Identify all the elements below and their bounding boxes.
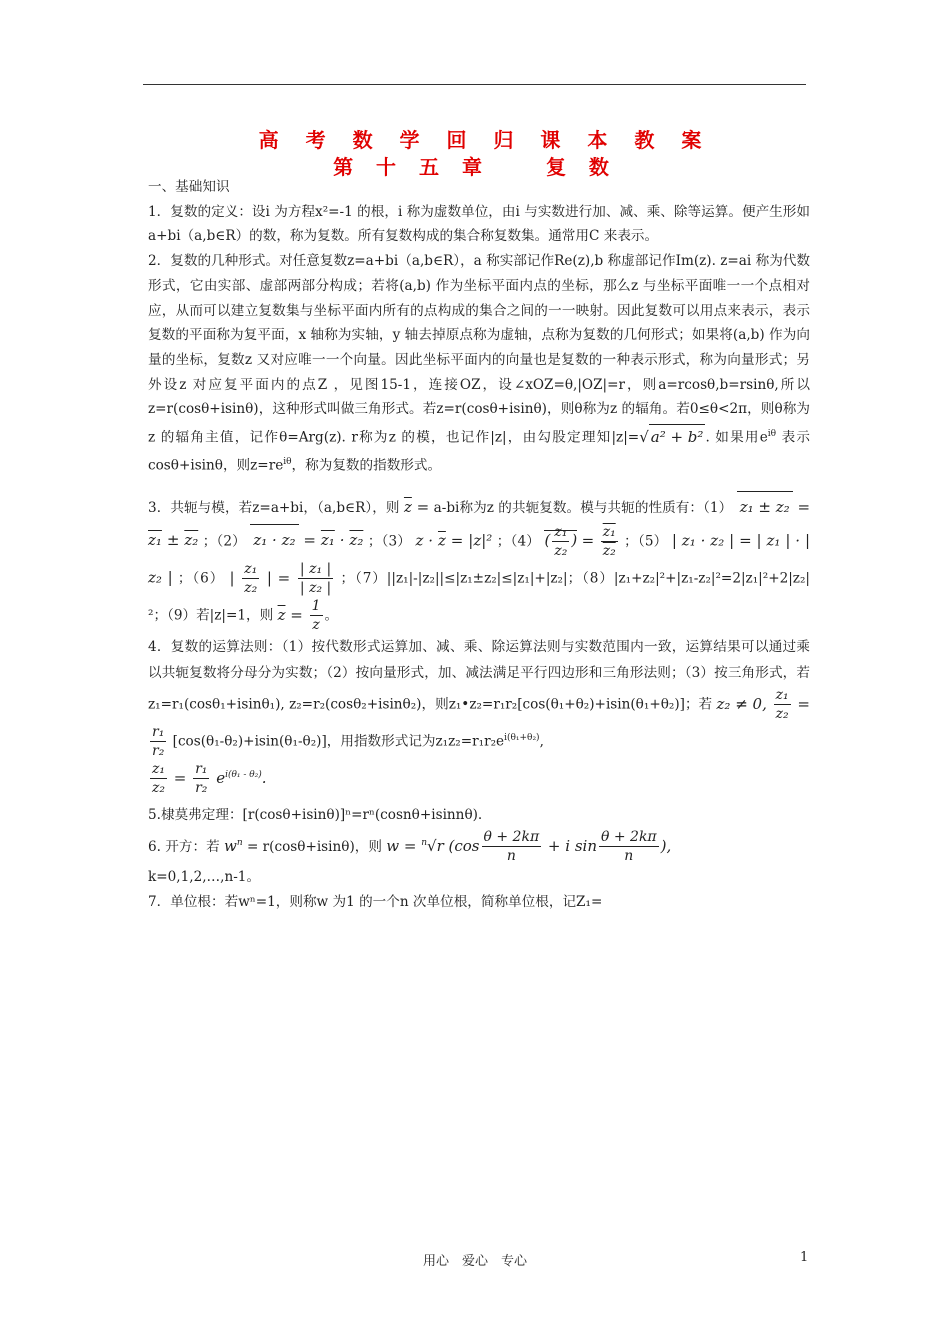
property-5: | z₁ · z₂ | = | z₁ | · | z₂ | (148, 531, 811, 587)
paragraph-1: 1．复数的定义：设i 为方程x²=-1 的根，i 称为虚数单位，由i 与实数进行加、减、乘、除等运算。便产生形如a+bi（a,b∈R）的数，称为复数。所有复数构成的集合称复数集。通常用C 来表示。 (148, 203, 810, 245)
conjugate-z: $\overline{z}$ = (403, 497, 430, 516)
paragraph-5: 5.棣莫弗定理：[r(cosθ+isinθ)]ⁿ=rⁿ(cosnθ+isinnθ). (148, 807, 483, 823)
paragraph-6: 6. 开方：若 $w^n = r(\cos\theta+isin\theta)$，则 w = $^n$√r (cos $\frac{\theta + 2k\pi}{n}$ + i sin $\frac{\theta + 2k\pi}{n}$ ), (148, 829, 672, 865)
section-heading: 一、基础知识 (148, 179, 230, 195)
modulus-formula: √ a² + b² (639, 428, 705, 446)
paragraph-7: 7．单位根：若wⁿ=1，则称w 为1 的一个n 次单位根，简称单位根，记Z₁= (148, 893, 603, 910)
paragraph-3: 3．共轭与模，若z=a+bi，（a,b∈R），则 $\overline{z} = a-bi$称为z 的共轭复数。模与共轭的性质有：（1） z₁ ± z₂ = z₁ ± z₂ ；（2） z₁ · z₂ = z₁ · z₂ ；（3） $z \cdot \overline{z} = |z|^2$ ；（4） ( $\frac{\text{z₁}}{\text{z₂}}$ ) = $\frac{\text{z₁}}{\text{z₂}}$ ；（5） | z₁ · z₂ | = | z₁ | · | z₂ | ；（6） | $\frac{\text{z₁}}{\text{z₂}}$ | = $\frac{\text{| z₁ |}}{\text{| z₂ |}}$ ；（7）||z₁|-|z₂||≤|z₁±z₂|≤|z₁|+|z₂|；（8）|z₁+z₂|²+|z₁-z₂|²=2|z₁|²+2|z₂|²；（9）若|z|=1，则 $\overline{z}$ = $\frac{1}{z}$ 。 (148, 491, 810, 635)
document-body (148, 175, 810, 915)
exponential-division: $\frac{\text{z₁}}{\text{z₂}}$ = $\frac{\text{r₁}}{\text{r₂}}$ $e^{i(\theta_1 - \theta_2)}$. (152, 761, 267, 796)
property-1: z₁ ± z₂ = z₁ ± z₂ (148, 498, 810, 550)
chapter-subtitle: 第 十 五 章 复 数 (333, 155, 617, 179)
property-6: | $\frac{\text{z₁}}{\text{z₂}}$ | = $\frac{\text{| z₁ |}}{\text{| z₂ |}}$ (229, 561, 332, 596)
paragraph-6-k: k=0,1,2,…,n-1。 (148, 869, 261, 886)
property-3: $z \cdot \overline{z} = |z|^2$ (415, 531, 493, 549)
footer-motto: 用心 爱心 专心 (422, 1254, 527, 1269)
property-4-rhs: $\frac{\text{z₁}}{\text{z₂}}$ (602, 524, 616, 559)
paragraph-2: 2．复数的几种形式。对任意复数z=a+bi（a,b∈R），a 称实部记作Re(z),b 称虚部记作Im(z). z=ai 称为代数形式，它由实部、虚部两部分构成；若将(a,b) 作为坐标平面内点的坐标，那么z 与坐标平面唯一一个点相对应，从而可以建立复数集与坐标平面内所有的点构成的集合之间的一一映射。因此复数可以用点来表示，表示复数的平面称为复平面，x 轴称为实轴，y 轴去掉原点称为虚轴，点称为复数的几何形式；如果将(a,b) 作为向量的坐标，复数z 又对应唯一一个向量。因此坐标平面内的向量也是复数的一种表示形式，称为向量形式；另外设z 对应复平面内的点Z ，见图15-1，连接OZ，设∠xOZ=θ,|OZ|=r，则a=rcosθ,b=rsinθ,所以z=r(cosθ+isinθ)，这种形式叫做三角形式。若z=r(cosθ+isinθ)，则θ称为z 的辐角。若0≤θ<2π，则θ称为z 的辐角主值，记作θ=Arg(z). r称为z 的模，也记作|z|，由勾股定理知|z|=√ a² + b² . 如果用$e^{i\theta}$ 表示cosθ+isinθ，则$z=re^{i\theta}$，称为复数的指数形式。 (148, 253, 811, 474)
root-formula: w = $^n$√r (cos $\frac{\theta + 2k\pi}{n}$ + i sin $\frac{\theta + 2k\pi}{n}$ ), (386, 829, 672, 865)
paragraph-4: 4．复数的运算法则：（1）按代数形式运算加、减、乘、除运算法则与实数范围内一致，运算结果可以通过乘以共轭复数将分母分为实数；（2）按向量形式，加、减法满足平行四边形和三角形法则；（3）按三角形式，若z₁=r₁(cosθ₁+isinθ₁), z₂=r₂(cosθ₂+isinθ₂)，则z₁•z₂=r₁r₂[cos(θ₁+θ₂)+isin(θ₁+θ₂)]；若 z₂ ≠ 0, $\frac{\text{z₁}}{\text{z₂}}$ = $\frac{\text{r₁}}{\text{r₂}}$ [cos(θ₁-θ₂)+isin(θ₁-θ₂)]，用指数形式记为$z_1z_2=r_1r_2e^{i(\theta_1+\theta_2)}$, $\frac{\text{z₁}}{\text{z₂}}$ = $\frac{\text{r₁}}{\text{r₂}}$ $e^{i(\theta_1 - \theta_2)}$. (148, 639, 810, 796)
header-rule (143, 84, 806, 85)
property-2: z₁ · z₂ = z₁ · z₂ (250, 531, 363, 549)
property-9: $\overline{z}$ = $\frac{1}{z}$ (277, 598, 321, 633)
page-number: 1 (800, 1250, 809, 1265)
property-4: ( $\frac{\text{z₁}}{\text{z₂}}$ ) (544, 523, 578, 559)
division-condition: z₂ ≠ 0, $\frac{\text{z₁}}{\text{z₂}}$ = $\frac{\text{r₁}}{\text{r₂}}$ (152, 687, 810, 759)
page-title: 高 考 数 学 回 归 课 本 教 案 (258, 128, 712, 152)
